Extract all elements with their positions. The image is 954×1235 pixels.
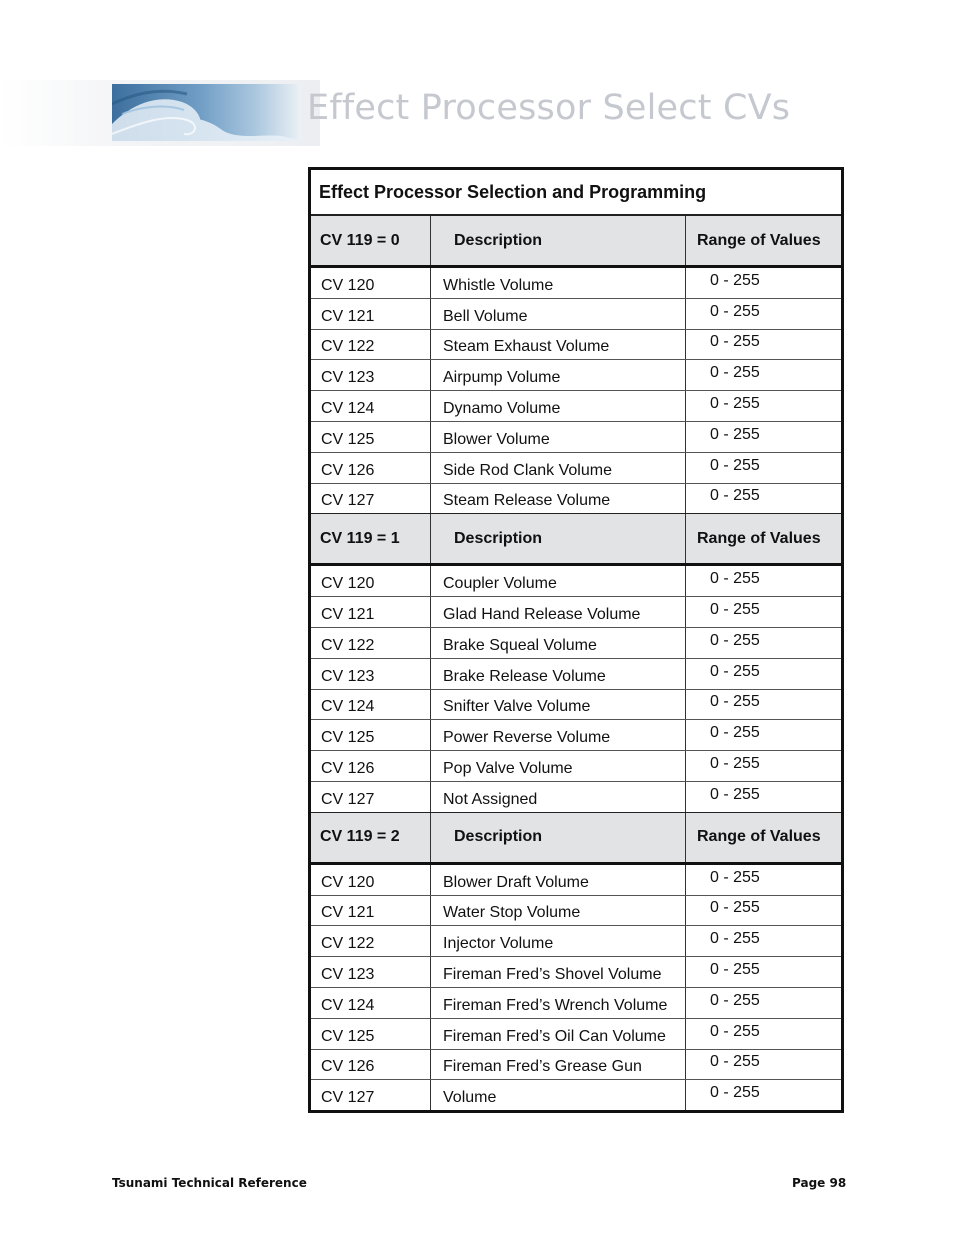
description-cell: Blower Volume: [431, 422, 686, 452]
description-cell: Coupler Volume: [431, 566, 686, 596]
table-row: [311, 484, 841, 514]
range-cell: 0 - 255: [710, 724, 760, 742]
range-cell: 0 - 255: [710, 785, 760, 803]
cv-cell: CV 121: [311, 597, 431, 627]
description-cell: Steam Exhaust Volume: [431, 330, 686, 360]
group-header-description: Description: [431, 216, 686, 265]
cv-cell: CV 127: [311, 1080, 431, 1110]
range-cell: 0 - 255: [710, 693, 760, 711]
description-cell: Water Stop Volume: [431, 896, 686, 926]
wave-logo-image: [112, 84, 302, 141]
table-row: [311, 988, 841, 1019]
range-cell: 0 - 255: [710, 364, 760, 382]
group-header-cv: CV 119 = 2: [311, 813, 431, 862]
cv-cell: CV 127: [311, 484, 431, 514]
table-row: [311, 453, 841, 484]
description-cell: Power Reverse Volume: [431, 720, 686, 750]
description-cell: Dynamo Volume: [431, 391, 686, 421]
description-cell: Brake Squeal Volume: [431, 628, 686, 658]
range-cell: 0 - 255: [710, 271, 760, 289]
group-header-range: Range of Values: [697, 828, 821, 846]
group-header-cv: CV 119 = 1: [311, 514, 431, 563]
footer-document-title: Tsunami Technical Reference: [112, 1176, 307, 1190]
group-rows: [311, 566, 841, 811]
range-cell: 0 - 255: [710, 1053, 760, 1071]
cv-table: [308, 167, 844, 1113]
cv-cell: CV 123: [311, 360, 431, 390]
group-header-range: Range of Values: [697, 231, 821, 249]
cv-cell: CV 123: [311, 957, 431, 987]
cv-cell: CV 125: [311, 1019, 431, 1049]
table-row: [311, 268, 841, 299]
cv-cell: CV 126: [311, 453, 431, 483]
table-row: [311, 659, 841, 690]
table-row: [311, 896, 841, 927]
range-cell: 0 - 255: [710, 1084, 760, 1102]
footer-page-number: Page 98: [792, 1176, 847, 1190]
cv-cell: CV 124: [311, 391, 431, 421]
range-cell: 0 - 255: [710, 662, 760, 680]
cv-cell: CV 124: [311, 988, 431, 1018]
table-row: [311, 628, 841, 659]
cv-cell: CV 125: [311, 720, 431, 750]
description-cell: Snifter Valve Volume: [431, 690, 686, 720]
table-row: [311, 422, 841, 453]
table-row: [311, 566, 841, 597]
group-header: [311, 812, 841, 865]
description-cell: Blower Draft Volume: [431, 865, 686, 895]
table-row: [311, 299, 841, 330]
table-row: [311, 1019, 841, 1050]
table-row: [311, 751, 841, 782]
cv-cell: CV 120: [311, 566, 431, 596]
description-cell: Steam Release Volume: [431, 484, 686, 514]
description-cell: Volume: [431, 1080, 686, 1110]
cv-cell: CV 121: [311, 299, 431, 329]
cv-cell: CV 121: [311, 896, 431, 926]
description-cell: Side Rod Clank Volume: [431, 453, 686, 483]
cv-cell: CV 124: [311, 690, 431, 720]
group-header-description: Description: [431, 813, 686, 862]
group-header-description: Description: [431, 514, 686, 563]
table-title: Effect Processor Selection and Programming: [311, 170, 841, 216]
cv-cell: CV 122: [311, 628, 431, 658]
table-row: [311, 360, 841, 391]
table-row: [311, 391, 841, 422]
description-cell: Airpump Volume: [431, 360, 686, 390]
description-cell: Pop Valve Volume: [431, 751, 686, 781]
range-cell: 0 - 255: [710, 425, 760, 443]
range-cell: 0 - 255: [710, 961, 760, 979]
cv-cell: CV 123: [311, 659, 431, 689]
range-cell: 0 - 255: [710, 1022, 760, 1040]
range-cell: 0 - 255: [710, 991, 760, 1009]
table-row: [311, 926, 841, 957]
description-cell: Fireman Fred’s Wrench Volume: [431, 988, 686, 1018]
range-cell: 0 - 255: [710, 456, 760, 474]
table-row: [311, 865, 841, 896]
range-cell: 0 - 255: [710, 631, 760, 649]
description-cell: Brake Release Volume: [431, 659, 686, 689]
range-cell: 0 - 255: [710, 395, 760, 413]
range-cell: 0 - 255: [710, 755, 760, 773]
description-cell: Glad Hand Release Volume: [431, 597, 686, 627]
range-cell: 0 - 255: [710, 302, 760, 320]
range-cell: 0 - 255: [710, 333, 760, 351]
group-header: [311, 513, 841, 566]
cv-cell: CV 126: [311, 1050, 431, 1080]
description-cell: Whistle Volume: [431, 268, 686, 298]
group-header-range: Range of Values: [697, 529, 821, 547]
description-cell: Not Assigned: [431, 782, 686, 812]
description-cell: Bell Volume: [431, 299, 686, 329]
range-cell: 0 - 255: [710, 570, 760, 588]
range-cell: 0 - 255: [710, 868, 760, 886]
table-row: [311, 720, 841, 751]
cv-cell: CV 126: [311, 751, 431, 781]
range-cell: 0 - 255: [710, 899, 760, 917]
description-cell: Fireman Fred’s Grease Gun: [431, 1050, 686, 1080]
table-row: [311, 957, 841, 988]
range-cell: 0 - 255: [710, 930, 760, 948]
range-cell: 0 - 255: [710, 601, 760, 619]
table-row: [311, 597, 841, 628]
cv-cell: CV 127: [311, 782, 431, 812]
group-header: [311, 216, 841, 268]
group-header-cv: CV 119 = 0: [311, 216, 431, 265]
table-row: [311, 782, 841, 812]
description-cell: Fireman Fred’s Shovel Volume: [431, 957, 686, 987]
table-row: [311, 690, 841, 721]
group-rows: [311, 268, 841, 513]
cv-cell: CV 120: [311, 865, 431, 895]
cv-cell: CV 125: [311, 422, 431, 452]
cv-cell: CV 122: [311, 330, 431, 360]
cv-cell: CV 120: [311, 268, 431, 298]
table-row: [311, 1050, 841, 1081]
page-title: Effect Processor Select CVs: [307, 88, 791, 128]
description-cell: Fireman Fred’s Oil Can Volume: [431, 1019, 686, 1049]
cv-cell: CV 122: [311, 926, 431, 956]
table-row: [311, 330, 841, 361]
description-cell: Injector Volume: [431, 926, 686, 956]
group-rows: [311, 865, 841, 1110]
range-cell: 0 - 255: [710, 487, 760, 505]
table-row: [311, 1080, 841, 1110]
